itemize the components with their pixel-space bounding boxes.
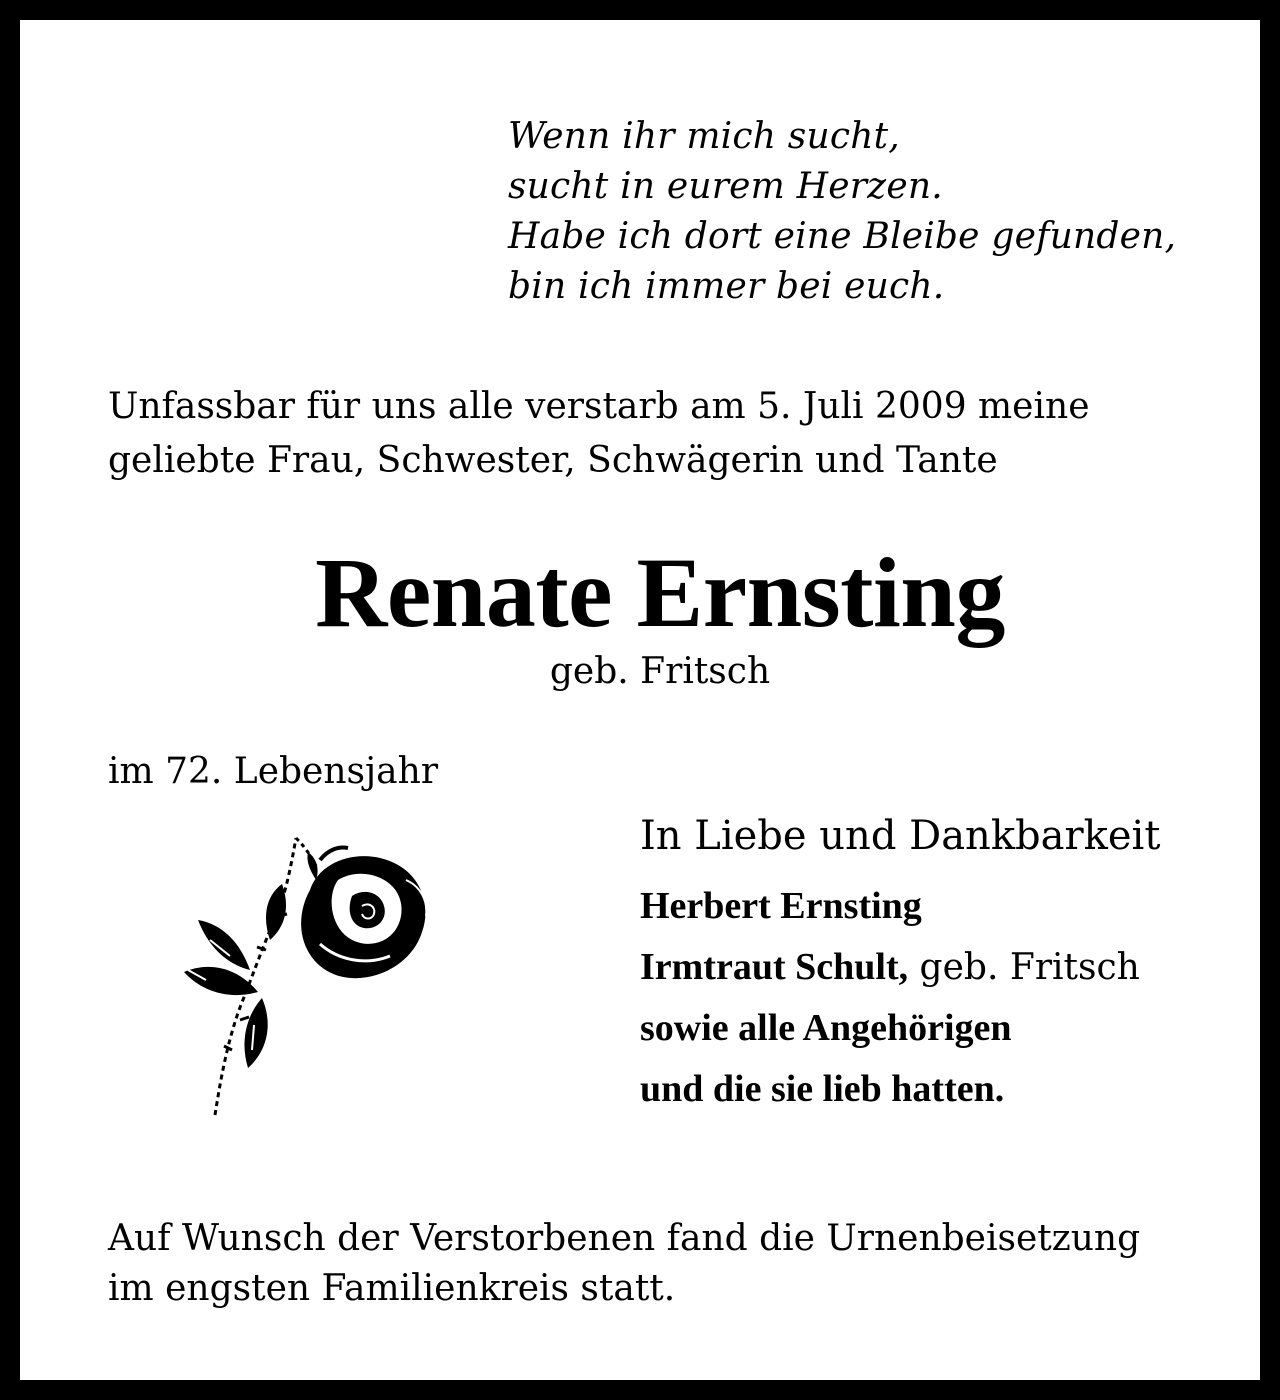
mourner-line — [640, 1059, 1240, 1120]
death-announcement — [108, 380, 1228, 488]
mourner-name: und die sie lieb hatten. — [640, 1068, 1005, 1110]
mourner-note: geb. Fritsch — [908, 947, 1140, 988]
deceased-name: Renate Ernsting — [315, 537, 1005, 648]
burial-note-line: im engsten Familienkreis statt. — [108, 1268, 676, 1309]
mourner-line — [640, 876, 1240, 937]
verse-line: Habe ich dort eine Bleibe gefunden, — [508, 216, 1177, 257]
verse-line: Wenn ihr mich sucht, — [508, 116, 900, 157]
maiden-name: geb. Fritsch — [549, 651, 771, 692]
mourners-block — [640, 810, 1240, 1120]
mourner-line — [640, 937, 1240, 998]
closing-phrase: In Liebe und Dankbarkeit — [640, 813, 1161, 859]
burial-note — [108, 1214, 1228, 1314]
mourner-name: Irmtraut Schult, — [640, 946, 909, 988]
rose-icon — [170, 820, 450, 1130]
burial-note-line: Auf Wunsch der Verstorbenen fand die Urnenbeisetzung — [108, 1218, 1141, 1259]
mourner-name: sowie alle Angehörigen — [640, 1007, 1012, 1049]
verse-line: bin ich immer bei euch. — [508, 266, 945, 307]
announcement-line: geliebte Frau, Schwester, Schwägerin und Tante — [108, 440, 998, 481]
memorial-verse — [508, 112, 1248, 312]
verse-line: sucht in eurem Herzen. — [508, 166, 943, 207]
age-text: im 72. Lebensjahr — [108, 751, 439, 792]
mourner-name: Herbert Ernsting — [640, 885, 922, 927]
announcement-line: Unfassbar für uns alle verstarb am 5. Juli 2009 meine — [108, 386, 1090, 427]
mourner-line — [640, 998, 1240, 1059]
